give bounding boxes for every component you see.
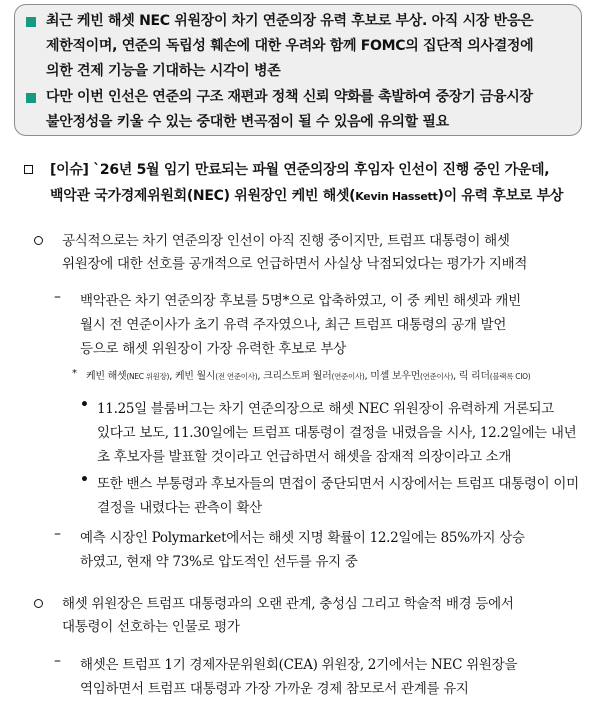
summary-bullet-2-line-1: 다만 이번 인선은 연준의 구조 재편과 정책 신뢰 약화를 촉발하여 중장기 금융시장 xyxy=(46,89,533,105)
summary-bullet-1-line-1: 최근 케빈 해셋 NEC 위원장이 차기 연준의장 유력 후보로 부상. 아직 시장 반응은 xyxy=(46,13,534,29)
summary-bullet-1-line-2: 제한적이며, 연준의 독립성 훼손에 대한 우려와 함께 FOMC의 집단적 의사결정에 xyxy=(46,38,534,54)
sub-2-dash: – xyxy=(54,526,61,542)
point-1-line-1: 공식적으로는 차기 연준의장 인선이 아직 진행 중이지만, 트럼프 대통령이 해셋 xyxy=(62,233,510,249)
footnote-role-2: (전 연준이사) xyxy=(215,372,258,381)
footnote-role-3: (연준이사) xyxy=(331,372,365,381)
sub-1-line-1: 백악관은 차기 연준의장 후보를 5명*으로 압축하였고, 이 중 케빈 해셋과 캐빈 xyxy=(80,293,521,309)
sub-2-line-1: 예측 시장인 Polymarket에서는 해셋 지명 확률이 12.2일에는 85%까지 상승 xyxy=(80,530,525,546)
footnote-name-2: , 케빈 월시 xyxy=(169,371,216,382)
footnote-name-5: , 릭 리더 xyxy=(453,371,490,382)
sub-3-line-1: 해셋은 트럼프 1기 경제자문위원회(CEA) 위원장, 2기에서는 NEC 위원장을 xyxy=(80,657,518,673)
dot-2-line-1: 또한 밴스 부통령과 후보자들의 면접이 중단되면서 시장에서는 트럼프 대통령이 이미 xyxy=(97,476,579,492)
point-2-line-1: 해셋 위원장은 트럼프 대통령과의 오랜 관계, 충성심 그리고 학술적 배경 등에서 xyxy=(62,596,514,612)
point-2-circle-bullet xyxy=(34,599,43,608)
sub-1-dash: – xyxy=(54,289,61,305)
sub-1-line-3: 등으로 해셋 위원장이 가장 유력한 후보로 부상 xyxy=(80,341,347,357)
footnote-name-3: , 크리스토퍼 월러 xyxy=(257,371,332,382)
sub-3-dash: – xyxy=(54,653,61,669)
point-2-line-2: 대통령이 선호하는 인물로 평가 xyxy=(62,619,240,635)
issue-heading-line-2-b: )이 유력 후보로 부상 xyxy=(437,188,564,204)
footnote-line xyxy=(86,367,530,382)
summary-bullet-1-line-3: 의한 견제 기능을 기대하는 시각이 병존 xyxy=(46,63,281,79)
sub-1-line-2: 월시 전 연준이사가 초기 유력 주자였으나, 최근 트럼프 대통령의 공개 발언 xyxy=(80,317,507,333)
dot-1-line-3: 초 후보자를 발표할 것이라고 언급하면서 해셋을 잠재적 의장이라고 소개 xyxy=(97,449,512,465)
summary-bullet-2-line-2: 불안정성을 키울 수 있는 중대한 변곡점이 될 수 있음에 유의할 필요 xyxy=(46,114,449,130)
sub-2-line-2: 하였고, 현재 약 73%로 압도적인 선두를 유지 중 xyxy=(80,554,358,570)
footnote-name-1: 케빈 해셋 xyxy=(86,371,127,382)
point-1-circle-bullet xyxy=(34,236,43,245)
issue-heading-line-2 xyxy=(50,185,563,205)
sub-3-line-2: 역임하면서 트럼프 대통령과 가장 가까운 경제 참모로서 관계를 유지 xyxy=(80,681,469,697)
footnote-star: * xyxy=(72,368,77,379)
issue-heading-line-1: [이슈] `26년 5월 임기 만료되는 파월 연준의장의 후임자 인선이 진행 중인 가운데, xyxy=(50,162,550,178)
dot-1-bullet: • xyxy=(80,397,89,413)
dot-2-bullet: • xyxy=(80,472,89,488)
issue-square-bullet xyxy=(24,165,33,174)
footnote-role-1: (NEC 위원장) xyxy=(126,372,170,381)
point-1-line-2: 위원장에 대한 선호를 공개적으로 언급하면서 사실상 낙점되었다는 평가가 지배적 xyxy=(62,256,528,272)
summary-bullet-marker-2 xyxy=(26,93,36,103)
footnote-role-4: (연준이사) xyxy=(419,372,454,381)
footnote-name-4: , 미셸 보우먼 xyxy=(364,371,420,382)
footnote-role-5: (블랙록 CIO) xyxy=(489,372,531,381)
issue-heading-line-2-en: Kevin Hassett xyxy=(355,190,438,203)
dot-2-line-2: 결정을 내렸다는 관측이 확산 xyxy=(97,500,262,516)
issue-heading-line-2-a: 백악관 국가경제위원회(NEC) 위원장인 케빈 해셋( xyxy=(50,188,356,204)
dot-1-line-2: 있다고 보도, 11.30일에는 트럼프 대통령이 결정을 내렸음을 시사, 12.2일에는 내년 xyxy=(97,425,577,441)
summary-bullet-marker-1 xyxy=(26,17,36,27)
dot-1-line-1: 11.25일 블룸버그는 차기 연준의장으로 해셋 NEC 위원장이 유력하게 거론되고 xyxy=(97,401,554,417)
